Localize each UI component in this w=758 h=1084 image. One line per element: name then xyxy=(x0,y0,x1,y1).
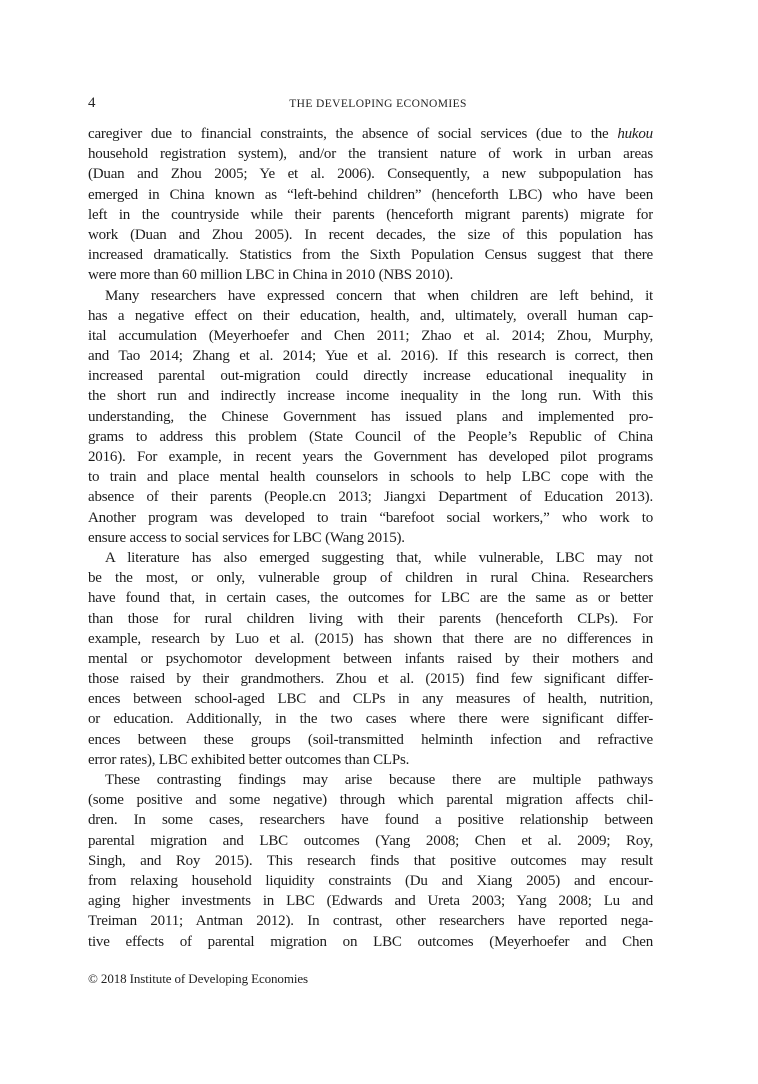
text-line: and Tao 2014; Zhang et al. 2014; Yue et al. 2016). If this research is correct, then xyxy=(88,348,653,365)
paragraph xyxy=(88,770,653,952)
text-line: to train and place mental health counselors in schools to help LBC cope with the xyxy=(88,469,653,486)
text-line: tive effects of parental migration on LBC outcomes (Meyerhoefer and Chen xyxy=(88,933,653,950)
text-line: A literature has also emerged suggesting that, while vulnerable, LBC may not xyxy=(105,549,653,566)
text-line: or education. Additionally, in the two cases where there were significant differ- xyxy=(88,711,653,728)
text-line: have found that, in certain cases, the outcomes for LBC are the same as or better xyxy=(88,590,653,607)
text-line: (some positive and some negative) through which parental migration affects chil- xyxy=(88,792,653,809)
text-line: Treiman 2011; Antman 2012). In contrast, other researchers have reported nega- xyxy=(88,913,653,930)
text-line: ensure access to social services for LBC (Wang 2015). xyxy=(88,529,405,546)
paragraph xyxy=(88,286,653,548)
page-number: 4 xyxy=(88,95,96,111)
text-line: dren. In some cases, researchers have found a positive relationship between xyxy=(88,812,653,829)
paragraph xyxy=(88,548,653,770)
running-title: THE DEVELOPING ECONOMIES xyxy=(289,98,467,110)
text-line: increased dramatically. Statistics from the Sixth Population Census suggest that there xyxy=(88,247,653,264)
text-line: absence of their parents (People.cn 2013; Jiangxi Department of Education 2013). xyxy=(88,489,653,506)
body-text xyxy=(88,124,653,952)
text-line: has a negative effect on their education, health, and, ultimately, overall human cap- xyxy=(88,307,653,324)
copyright-footer: © 2018 Institute of Developing Economies xyxy=(88,971,308,986)
text-line: work (Duan and Zhou 2005). In recent decades, the size of this population has xyxy=(88,226,653,243)
text-line: Another program was developed to train “barefoot social workers,” who work to xyxy=(88,509,653,526)
text-line: These contrasting findings may arise because there are multiple pathways xyxy=(105,772,653,788)
text-line: example, research by Luo et al. (2015) has shown that there are no differences in xyxy=(88,630,653,647)
text-line: those raised by their grandmothers. Zhou et al. (2015) find few significant differ- xyxy=(88,671,653,688)
text-line: mental or psychomotor development between infants raised by their mothers and xyxy=(88,650,653,667)
text-line: Many researchers have expressed concern that when children are left behind, it xyxy=(105,287,653,304)
text-line: left in the countryside while their parents (henceforth migrant parents) migrate for xyxy=(88,206,653,223)
text-line: from relaxing household liquidity constraints (Du and Xiang 2005) and encour- xyxy=(88,872,653,889)
text-line: the short run and indirectly increase income inequality in the long run. With this xyxy=(88,388,653,405)
text-line: ences between school-aged LBC and CLPs in any measures of health, nutrition, xyxy=(88,691,653,708)
text-line: error rates), LBC exhibited better outcomes than CLPs. xyxy=(88,751,410,768)
text-line: emerged in China known as “left-behind children” (henceforth LBC) who have been xyxy=(88,186,653,203)
text-line: ital accumulation (Meyerhoefer and Chen 2011; Zhao et al. 2014; Zhou, Murphy, xyxy=(88,327,653,344)
text-line: than those for rural children living with their parents (henceforth CLPs). For xyxy=(88,610,653,627)
text-line: understanding, the Chinese Government has issued plans and implemented pro- xyxy=(88,408,653,425)
text-line: were more than 60 million LBC in China in 2010 (NBS 2010). xyxy=(88,267,454,284)
text-line: (Duan and Zhou 2005; Ye et al. 2006). Consequently, a new subpopulation has xyxy=(88,166,653,183)
paragraph xyxy=(88,124,653,286)
text-line: household registration system), and/or the transient nature of work in urban areas xyxy=(88,146,653,163)
text-line: 2016). For example, in recent years the Government has developed pilot programs xyxy=(88,449,653,465)
text-line: caregiver due to financial constraints, the absence of social services (due to the hukou xyxy=(88,126,653,142)
text-line: ences between these groups (soil-transmitted helminth infection and refractive xyxy=(88,731,653,748)
text-line: increased parental out-migration could directly increase educational inequality in xyxy=(88,368,653,385)
text-line: aging higher investments in LBC (Edwards and Ureta 2003; Yang 2008; Lu and xyxy=(88,893,653,910)
text-line: be the most, or only, vulnerable group of children in rural China. Researchers xyxy=(88,570,653,587)
page-header xyxy=(88,95,668,113)
text-line: Singh, and Roy 2015). This research finds that positive outcomes may result xyxy=(88,852,653,869)
text-line: parental migration and LBC outcomes (Yang 2008; Chen et al. 2009; Roy, xyxy=(88,832,653,849)
text-line: grams to address this problem (State Council of the People’s Republic of China xyxy=(88,428,653,445)
